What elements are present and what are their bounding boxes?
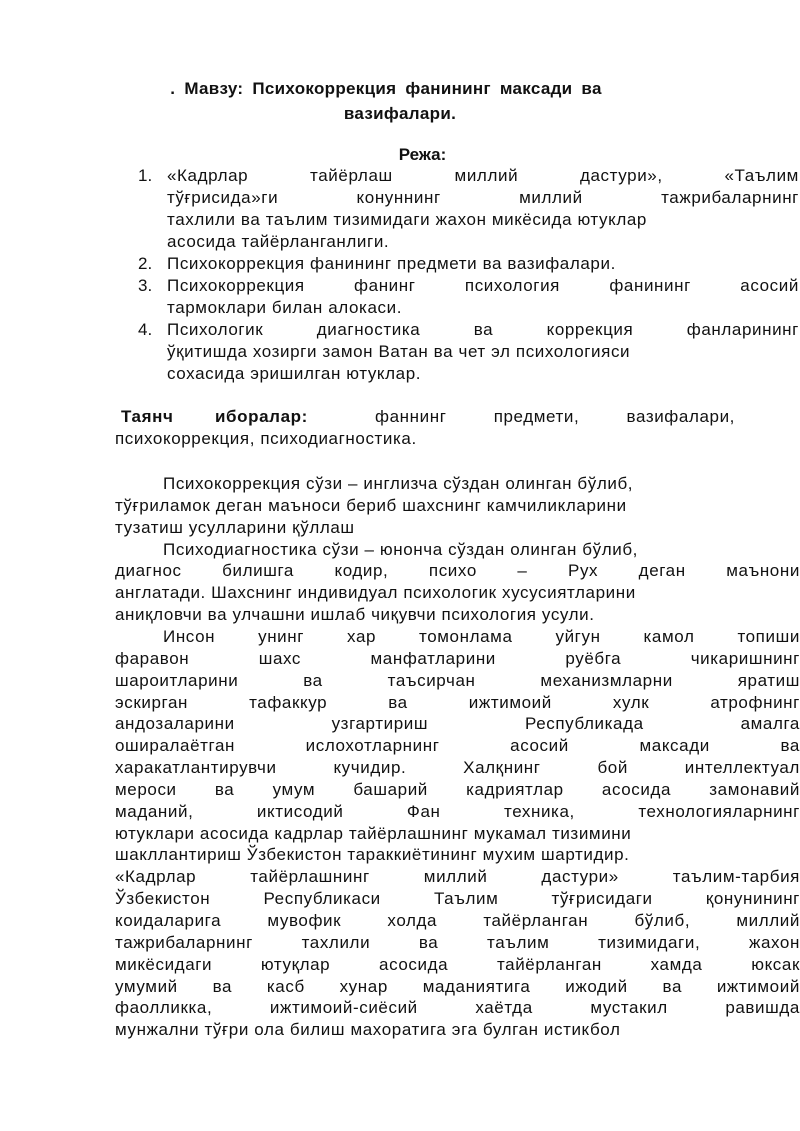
word: Рух — [568, 561, 599, 581]
word: шакллантириш Ўзбекистон тараккиётининг мухим шартидир. — [115, 845, 630, 865]
word: тажрибаларнинг — [661, 188, 799, 207]
keywords-terms — [375, 407, 735, 427]
word: ва — [418, 932, 439, 952]
word: узгартириш — [331, 714, 429, 734]
body-line — [115, 977, 800, 997]
word: миллий — [423, 867, 488, 887]
body-line — [115, 824, 631, 844]
word: бой — [597, 758, 628, 778]
word: шахс — [258, 648, 302, 668]
word: ва — [662, 976, 683, 996]
word: Психокоррекция сўзи – инглизча сўздан олинган бўлиб, — [163, 474, 634, 493]
word: маънони — [726, 561, 800, 581]
document-title — [0, 76, 800, 126]
plan-item-line — [167, 364, 421, 384]
word: тайёрланган — [483, 911, 589, 930]
word: атрофнинг — [710, 692, 800, 712]
plan-heading: Режа: — [398, 145, 447, 164]
body-line — [115, 649, 800, 669]
word: Республикаси — [263, 889, 381, 909]
word: яратиш — [737, 670, 800, 690]
word: замонавий — [709, 779, 800, 799]
word: манфатларини — [370, 648, 496, 668]
plan-item-number: 2. — [138, 254, 153, 273]
word: таъсирчан — [387, 670, 476, 690]
body-line — [115, 671, 800, 691]
word: таълим — [487, 932, 550, 952]
word: ижтимоий — [468, 692, 552, 712]
word: тахлили — [301, 932, 371, 952]
word: ижодий — [565, 976, 628, 996]
word: «Таълим — [724, 166, 799, 185]
word: тайёрлашнинг — [250, 867, 370, 887]
word: тўғриламок деган маъноси бериб шахснинг камчиликларини — [115, 495, 627, 515]
word: амалга — [740, 714, 800, 734]
word: тахлили ва таълим тизимидаги жахон микёсида ютуклар — [167, 210, 647, 229]
word: тайёрлаш — [310, 166, 393, 185]
word: дастури» — [541, 867, 619, 887]
word: фанинг — [354, 276, 416, 295]
body-line — [115, 955, 800, 975]
word: хаётда — [475, 998, 533, 1018]
keyword-term: вазифалари, — [626, 407, 735, 426]
word: диагнос — [115, 561, 182, 581]
keywords-label-2: иборалар: — [215, 407, 308, 426]
word: асосида — [601, 779, 672, 799]
word: асосий — [510, 736, 569, 756]
body-line — [163, 540, 638, 560]
word: маданиятига — [422, 976, 531, 996]
word: касб — [266, 976, 305, 996]
word: ва — [212, 976, 233, 996]
keyword-term: предмети, — [493, 407, 580, 426]
word: ютуклари асосида кадрлар тайёрлашнинг мукамал тизимини — [115, 823, 632, 843]
body-line — [115, 561, 800, 581]
word: дастури», — [579, 166, 663, 185]
word: фанларининг — [686, 320, 799, 339]
word: чикаришнинг — [690, 648, 800, 668]
word: оширалаётган — [115, 736, 235, 756]
word: ижтимоий-сиёсий — [269, 998, 418, 1018]
word: кодир, — [334, 561, 389, 581]
word: Республикада — [525, 714, 644, 734]
plan-item-line — [167, 166, 799, 186]
word: қонунининг — [705, 889, 800, 909]
title-line-2: вазифалари. — [343, 104, 457, 123]
word: унинг — [258, 626, 305, 646]
word: ва — [473, 320, 494, 339]
word: хамда — [650, 954, 703, 974]
word: таълим-тарбия — [672, 867, 800, 887]
word: юксак — [751, 954, 800, 974]
word: кадриятлар — [466, 779, 564, 799]
plan-item-line — [167, 254, 616, 274]
word: Инсон — [163, 626, 216, 646]
word: ва — [780, 736, 800, 756]
word: хар — [347, 626, 377, 646]
word: Психокоррекция — [167, 276, 305, 295]
word: коидаларига — [115, 911, 222, 930]
body-line — [115, 583, 636, 603]
plan-item-line — [167, 298, 402, 318]
plan-item-line — [167, 188, 799, 208]
word: равишда — [725, 998, 800, 1018]
body-line — [115, 736, 800, 756]
word: микёсидаги — [115, 954, 213, 974]
word: интеллектуал — [684, 758, 800, 778]
word: техника, — [504, 801, 575, 821]
word: хулк — [612, 692, 650, 712]
word: тажрибаларнинг — [115, 932, 253, 952]
word: ислохотларнинг — [305, 736, 440, 756]
plan-item-number: 4. — [138, 320, 153, 339]
plan-item-number: 1. — [138, 166, 153, 185]
word: технологияларнинг — [638, 801, 800, 821]
word: мунжални тўғри ола билиш махоратига эга булган истикбол — [115, 1020, 621, 1040]
word: психо — [428, 561, 477, 581]
body-line — [115, 693, 800, 713]
plan-item-number: 3. — [138, 276, 153, 295]
word: психология — [464, 276, 560, 295]
word: тайёрланган — [496, 954, 602, 974]
word: диагностика — [316, 320, 421, 339]
keywords-label-1: Таянч — [121, 407, 174, 426]
word: руёбга — [565, 648, 622, 668]
word: деган — [638, 561, 686, 581]
word: тизимидаги, — [598, 932, 701, 952]
plan-item-line — [167, 342, 630, 362]
plan-item-line — [167, 276, 799, 296]
word: англатади. Шахснинг индивидуал психологик хусусиятларини — [115, 583, 636, 603]
body-line — [115, 496, 627, 516]
word: Таълим — [433, 889, 499, 909]
body-line — [163, 627, 800, 647]
word: ижтимоий — [716, 976, 800, 996]
word: умум — [272, 779, 316, 799]
word: «Кадрлар — [115, 867, 197, 887]
keywords-line-2: психокоррекция, психодиагностика. — [115, 429, 417, 448]
word: сохасида эришилган ютуклар. — [167, 364, 422, 383]
word: томонлама — [419, 626, 513, 646]
word: Фан — [406, 801, 441, 821]
word: топиши — [737, 626, 800, 646]
word: камол — [643, 626, 695, 646]
word: максади — [639, 736, 710, 756]
word: асосида — [379, 954, 449, 974]
word: мустакил — [590, 998, 668, 1018]
word: билишга — [222, 561, 294, 581]
word: Психодиагностика сўзи – юнонча сўздан олинган бўлиб, — [163, 539, 638, 559]
word: фанининг — [609, 276, 691, 295]
word: фаравон — [115, 648, 190, 668]
body-line — [115, 758, 800, 778]
word: механизмларни — [540, 670, 673, 690]
word: миллий — [519, 188, 583, 207]
word: шароитларини — [115, 670, 239, 690]
body-line — [115, 911, 800, 931]
body-line — [115, 605, 595, 625]
body-line — [115, 889, 800, 909]
word: тўғрисидаги — [551, 889, 653, 909]
word: андозаларини — [115, 714, 235, 734]
body-line — [115, 845, 630, 865]
word: аниқловчи ва улчашни ишлаб чиқувчи психология усули. — [115, 605, 595, 625]
word: мувофик — [267, 911, 342, 930]
body-line — [163, 474, 633, 494]
word: умумий — [115, 976, 178, 996]
word: ва — [214, 779, 235, 799]
keyword-term: фаннинг — [375, 407, 447, 426]
plan-item-line — [167, 320, 799, 340]
plan-item-line — [167, 232, 389, 252]
word: фаолликка, — [115, 998, 213, 1018]
word: асосида тайёрланганлиги. — [167, 232, 390, 251]
title-line-1: . Мавзу: Психокоррекция фанининг максади ва — [170, 79, 602, 98]
word: Психокоррекция фанининг предмети ва вазифалари. — [167, 254, 616, 273]
word: ютуқлар — [260, 954, 331, 974]
body-line — [115, 867, 800, 887]
word: ва — [303, 670, 323, 690]
word: – — [517, 561, 528, 581]
word: Ўзбекистон — [115, 889, 211, 909]
body-line — [115, 998, 800, 1018]
word: башарий — [353, 779, 428, 799]
word: маданий, — [115, 801, 194, 821]
word: жахон — [748, 932, 800, 952]
word: тафаккур — [249, 692, 328, 712]
word: тузатиш усулларини қўллаш — [115, 517, 355, 537]
word: хунар — [339, 976, 388, 996]
body-line — [115, 1020, 621, 1040]
word: ўқитишда хозирги замон Ватан ва чет эл психологияси — [167, 342, 631, 361]
body-line — [115, 780, 800, 800]
word: тармоклари билан алокаси. — [167, 298, 403, 317]
word: ва — [388, 692, 408, 712]
word: эскирган — [115, 692, 189, 712]
word: мероси — [115, 779, 177, 799]
word: харакатлантирувчи — [115, 758, 277, 778]
body-line — [115, 933, 800, 953]
word: миллий — [454, 166, 519, 185]
word: асосий — [740, 276, 799, 295]
word: коррекция — [546, 320, 634, 339]
word: иктисодий — [256, 801, 344, 821]
word: Психологик — [167, 320, 264, 339]
word: «Кадрлар — [167, 166, 249, 185]
word: миллий — [736, 911, 800, 930]
word: кучидир. — [333, 758, 407, 778]
word: конуннинг — [356, 188, 441, 207]
word: бўлиб, — [634, 911, 691, 930]
word: Халқнинг — [463, 758, 541, 778]
plan-item-line — [167, 210, 647, 230]
body-line — [115, 714, 800, 734]
word: уйгун — [555, 626, 601, 646]
body-line — [115, 518, 355, 538]
body-line — [115, 802, 800, 822]
word: тўғрисида»ги — [167, 188, 279, 207]
word: холда — [387, 911, 438, 930]
